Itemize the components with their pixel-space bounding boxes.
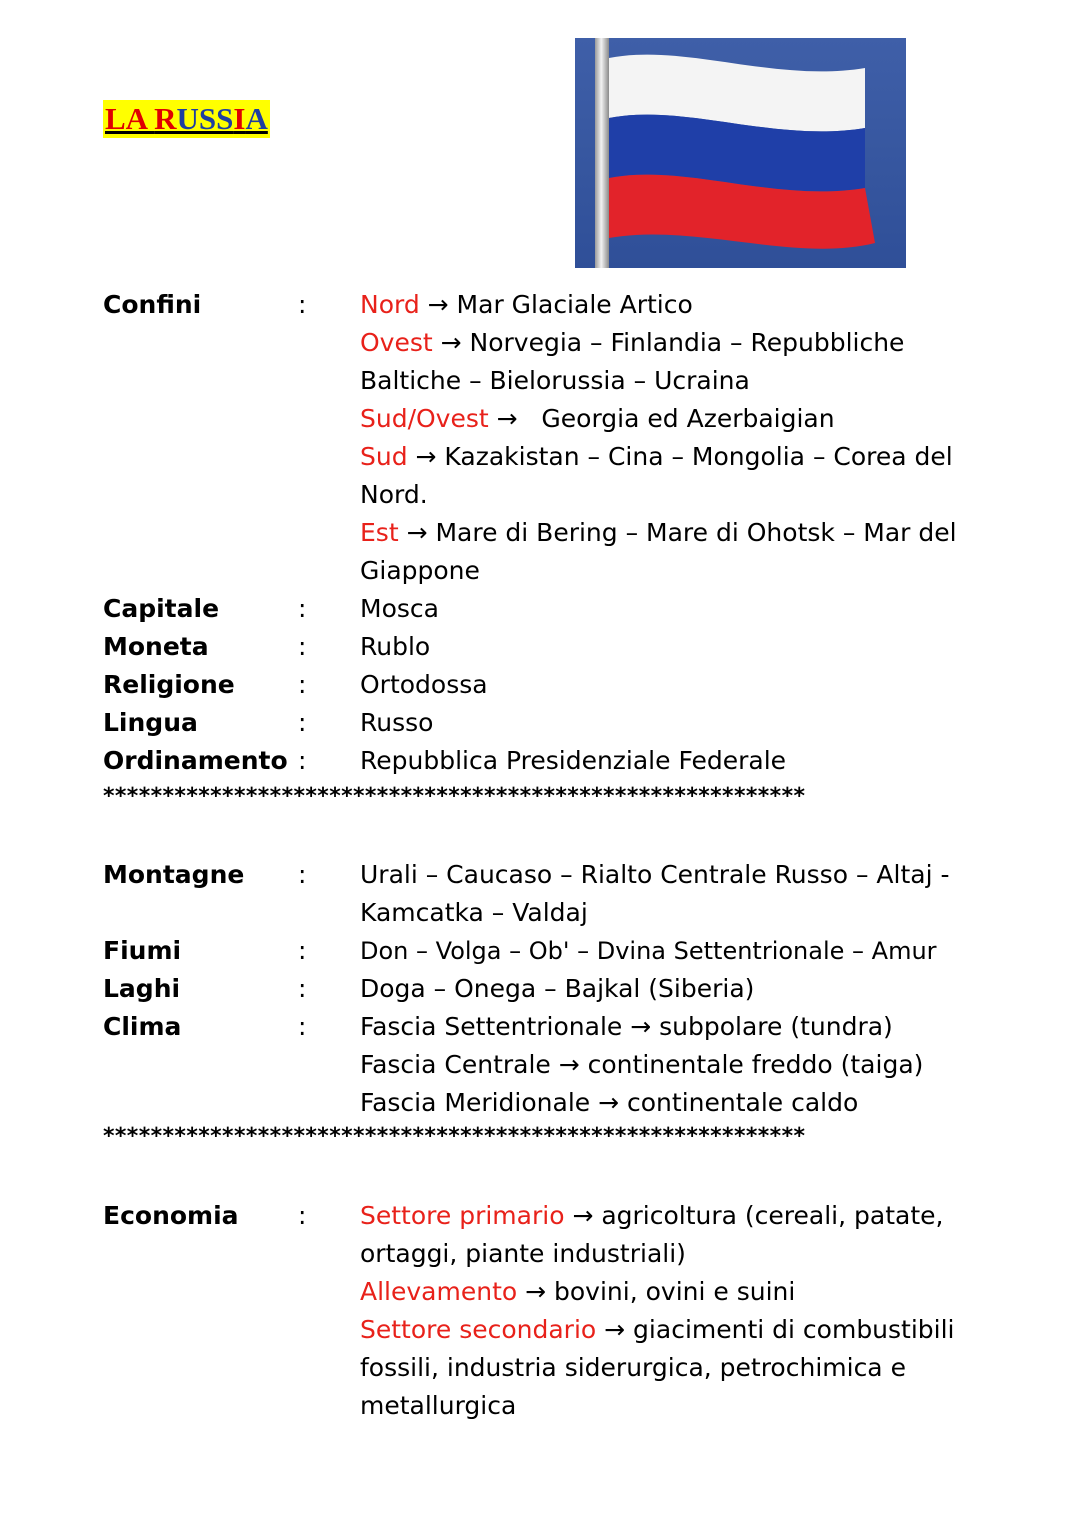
row-value: Doga – Onega – Bajkal (Siberia) xyxy=(360,974,755,1003)
row-value: Rublo xyxy=(360,632,431,661)
title-part: LA xyxy=(105,101,155,136)
flag-pole xyxy=(595,38,609,268)
row-label: Capitale xyxy=(103,594,220,623)
economia-values xyxy=(360,1197,983,1425)
flag-cloth xyxy=(575,38,906,268)
economia-section xyxy=(103,1197,983,1425)
info-row-ordinamento xyxy=(103,742,983,780)
colon: : xyxy=(298,974,307,1003)
row-label: Fiumi xyxy=(103,936,182,965)
info-row-religione xyxy=(103,666,983,704)
title-part: USS xyxy=(176,101,234,136)
sector-text: → bovini, ovini e suini xyxy=(517,1277,796,1306)
geo-row-laghi xyxy=(103,970,983,1008)
row-label: Montagne xyxy=(103,860,245,889)
confini-label: Confini xyxy=(103,290,202,319)
row-label: Religione xyxy=(103,670,235,699)
info-row-moneta xyxy=(103,628,983,666)
colon: : xyxy=(298,1012,307,1041)
row-label: Laghi xyxy=(103,974,181,1003)
row-value: Mosca xyxy=(360,594,439,623)
sector-text: → giacimenti di combustibili fossili, industria siderurgica, petrochimica e metallurgica xyxy=(360,1315,955,1420)
row-value: Repubblica Presidenziale Federale xyxy=(360,746,787,775)
direction-key: Est xyxy=(360,518,399,547)
row-value: Ortodossa xyxy=(360,670,488,699)
info-row-lingua xyxy=(103,704,983,742)
colon: : xyxy=(298,1201,307,1230)
title-part: I xyxy=(233,101,246,136)
sector-key: Settore secondario xyxy=(360,1315,597,1344)
direction-text: → Mare di Bering – Mare di Ohotsk – Mar del Giappone xyxy=(360,518,957,585)
direction-key: Sud xyxy=(360,442,408,471)
confini-sudovest xyxy=(360,400,983,438)
colon: : xyxy=(298,746,307,775)
direction-key: Sud/Ovest xyxy=(360,404,489,433)
geo-row-fiumi xyxy=(103,932,983,970)
colon: : xyxy=(298,632,307,661)
direction-text: → Mar Glaciale Artico xyxy=(419,290,693,319)
sector-key: Allevamento xyxy=(360,1277,518,1306)
title-part: A xyxy=(245,101,268,136)
confini-est xyxy=(360,514,983,590)
colon: : xyxy=(298,594,307,623)
geo-row-montagne xyxy=(103,856,983,932)
clima-values xyxy=(360,1008,983,1122)
economia-primario xyxy=(360,1197,983,1273)
confini-ovest xyxy=(360,324,983,400)
colon: : xyxy=(298,936,307,965)
clima-line: Fascia Centrale → continentale freddo (taiga) xyxy=(360,1050,924,1079)
info-section xyxy=(103,590,983,780)
clima-line: Fascia Meridionale → continentale caldo xyxy=(360,1088,859,1117)
page-title xyxy=(103,100,270,138)
russian-flag-image xyxy=(575,38,906,268)
colon: : xyxy=(298,860,307,889)
clima-line: Fascia Settentrionale → subpolare (tundra) xyxy=(360,1012,893,1041)
colon: : xyxy=(298,708,307,737)
row-label: Ordinamento xyxy=(103,746,288,775)
confini-nord xyxy=(360,286,983,324)
row-value: Urali – Caucaso – Rialto Centrale Russo – Altaj - Kamcatka – Valdaj xyxy=(360,860,950,927)
title-part: R xyxy=(154,101,177,136)
info-row-capitale xyxy=(103,590,983,628)
direction-text: → Kazakistan – Cina – Mongolia – Corea del Nord. xyxy=(360,442,953,509)
economia-allevamento xyxy=(360,1273,983,1311)
separator-stars: *********************************************************** xyxy=(103,1126,806,1148)
row-label: Clima xyxy=(103,1012,182,1041)
economia-label: Economia xyxy=(103,1201,239,1230)
confini-sud xyxy=(360,438,983,514)
economia-secondario xyxy=(360,1311,983,1425)
confini-section xyxy=(103,286,983,590)
direction-text: → Georgia ed Azerbaigian xyxy=(488,404,835,433)
row-value: Don – Volga – Ob' – Dvina Settentrionale – Amur xyxy=(360,937,937,965)
direction-text: → Norvegia – Finlandia – Repubbliche Baltiche – Bielorussia – Ucraina xyxy=(360,328,905,395)
direction-key: Ovest xyxy=(360,328,433,357)
confini-values xyxy=(360,286,983,590)
row-label: Moneta xyxy=(103,632,209,661)
colon: : xyxy=(298,670,307,699)
row-value: Russo xyxy=(360,708,434,737)
direction-key: Nord xyxy=(360,290,420,319)
row-label: Lingua xyxy=(103,708,198,737)
geo-section xyxy=(103,856,983,1122)
colon: : xyxy=(298,290,307,319)
separator-stars: *********************************************************** xyxy=(103,786,806,808)
geo-row-clima xyxy=(103,1008,983,1122)
sector-text: → agricoltura (cereali, patate, ortaggi, piante industriali) xyxy=(360,1201,944,1268)
sector-key: Settore primario xyxy=(360,1201,565,1230)
